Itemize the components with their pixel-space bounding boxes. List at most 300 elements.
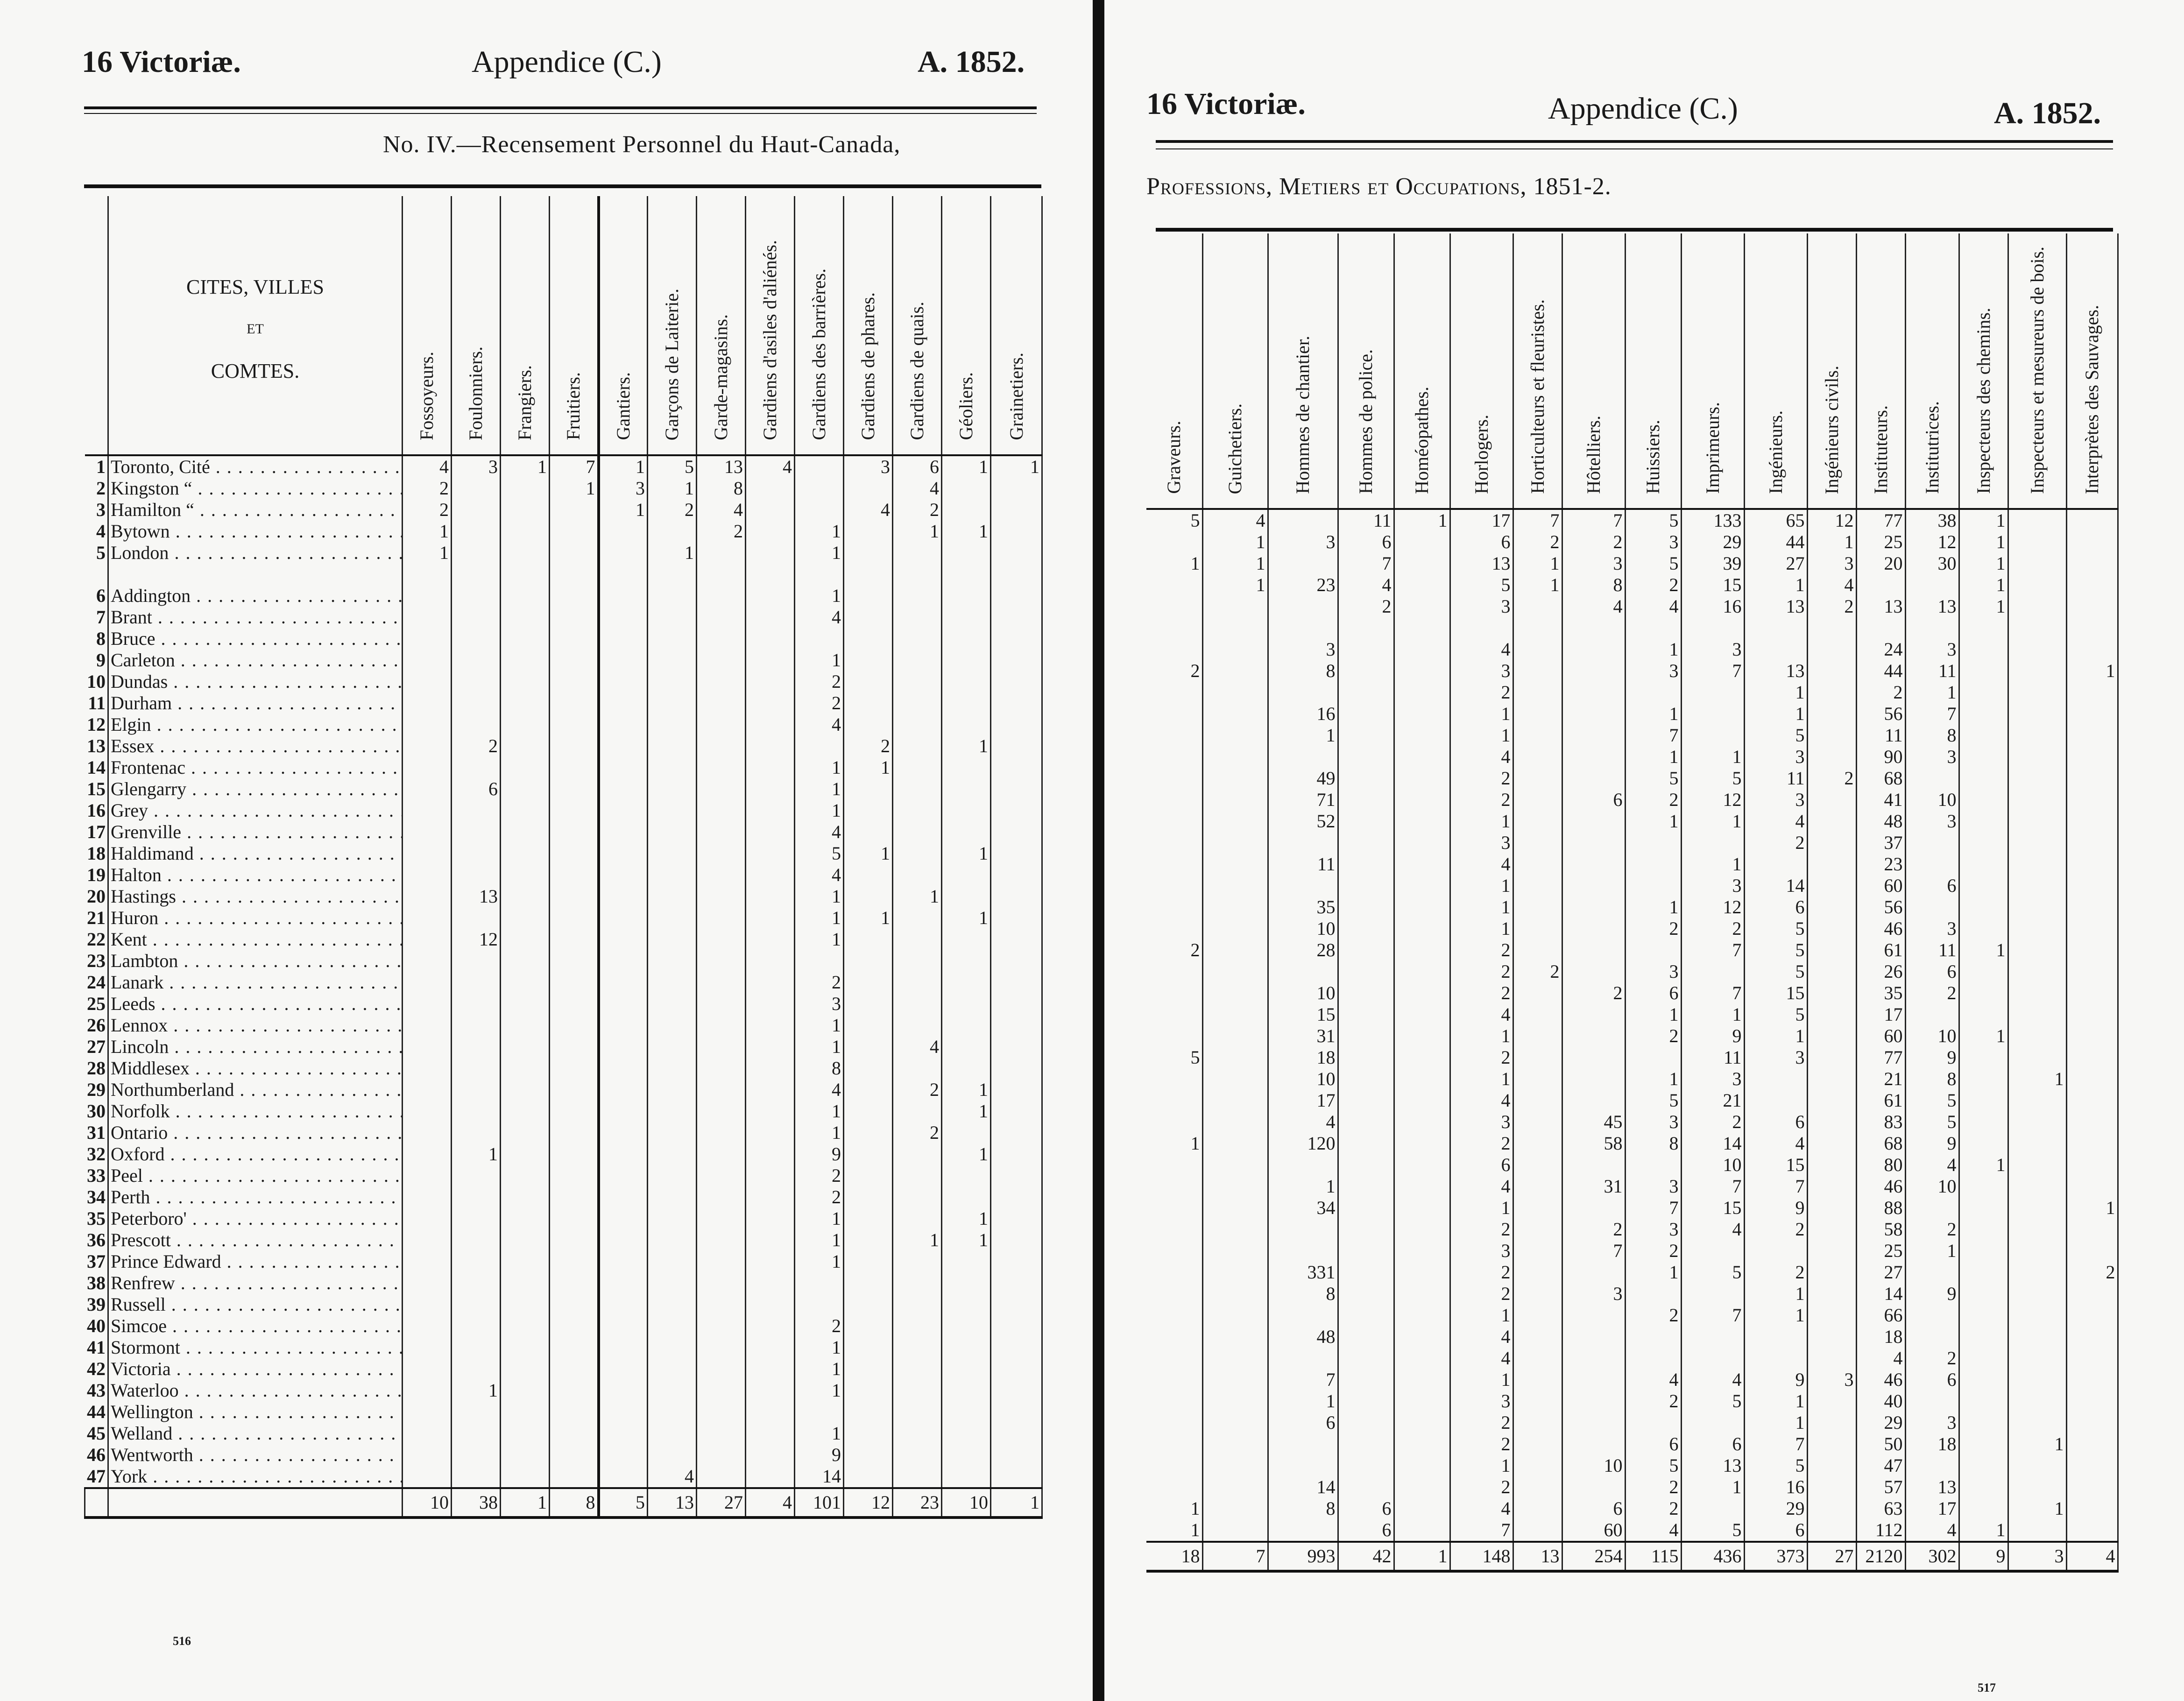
- count-cell: [697, 1272, 746, 1294]
- column-header: [697, 196, 746, 455]
- count-cell: [1202, 660, 1268, 682]
- count-cell: [1959, 1176, 2008, 1197]
- count-cell: 1: [1625, 703, 1681, 725]
- count-cell: 3: [1450, 1390, 1513, 1412]
- count-cell: [1202, 939, 1268, 961]
- count-cell: 4: [795, 607, 844, 628]
- count-cell: [1562, 896, 1625, 918]
- count-cell: 1: [1681, 811, 1744, 832]
- count-cell: [697, 1229, 746, 1251]
- row-number: 7: [85, 607, 108, 628]
- count-cell: 18: [1905, 1433, 1959, 1455]
- count-cell: [844, 1380, 893, 1401]
- count-cell: 3: [1625, 660, 1681, 682]
- count-cell: 1: [1625, 1068, 1681, 1090]
- count-cell: [403, 1165, 452, 1186]
- count-cell: [550, 843, 599, 864]
- count-cell: 3: [1681, 1068, 1744, 1090]
- count-cell: [501, 1122, 550, 1143]
- count-cell: 10: [1905, 1025, 1959, 1047]
- count-cell: 27: [1856, 1262, 1905, 1283]
- region-name: [108, 628, 403, 649]
- count-cell: [746, 1079, 795, 1101]
- blank-cell: [697, 564, 746, 585]
- count-cell: [1202, 703, 1268, 725]
- count-cell: 5: [1744, 725, 1807, 746]
- count-cell: [452, 1186, 501, 1208]
- count-cell: [893, 778, 942, 800]
- count-cell: 4: [1856, 1348, 1905, 1369]
- count-cell: [403, 800, 452, 821]
- count-cell: [844, 993, 893, 1015]
- count-cell: [1394, 789, 1450, 811]
- count-cell: [648, 1186, 697, 1208]
- blank-cell: [1394, 617, 1450, 639]
- count-cell: [1905, 1305, 1959, 1326]
- count-cell: [991, 1165, 1042, 1186]
- row-number: 27: [85, 1036, 108, 1058]
- count-cell: [1562, 1369, 1625, 1390]
- count-cell: [893, 907, 942, 929]
- count-cell: 1: [942, 521, 991, 542]
- count-cell: [1394, 553, 1450, 574]
- count-cell: [2008, 1219, 2066, 1240]
- count-cell: [1338, 1433, 1394, 1455]
- count-cell: 1: [1202, 531, 1268, 553]
- count-cell: 4: [795, 864, 844, 886]
- count-cell: 7: [1513, 509, 1562, 531]
- table-row: [1146, 789, 2118, 811]
- count-cell: [795, 1294, 844, 1315]
- column-header: [403, 196, 452, 455]
- count-cell: [1562, 961, 1625, 982]
- year-label: A. 1852.: [918, 45, 1025, 79]
- count-cell: [1905, 1455, 1959, 1476]
- count-cell: [452, 800, 501, 821]
- region-name: [108, 1186, 403, 1208]
- count-cell: [599, 1358, 648, 1380]
- count-cell: 10: [1268, 1068, 1338, 1090]
- row-number: 3: [85, 499, 108, 521]
- count-cell: [550, 1058, 599, 1079]
- count-cell: [844, 628, 893, 649]
- count-cell: [599, 864, 648, 886]
- total-cell: 10: [403, 1488, 452, 1517]
- count-cell: [1807, 1498, 1856, 1519]
- count-cell: 1: [1268, 1176, 1338, 1197]
- count-cell: 11: [1268, 854, 1338, 875]
- count-cell: 1: [1450, 1305, 1513, 1326]
- count-cell: [1202, 961, 1268, 982]
- count-cell: [648, 521, 697, 542]
- count-cell: [1562, 832, 1625, 854]
- table-row: [85, 929, 1042, 950]
- count-cell: [1625, 682, 1681, 703]
- count-cell: [1562, 1068, 1625, 1090]
- count-cell: [2008, 574, 2066, 596]
- count-cell: [2008, 768, 2066, 789]
- count-cell: 8: [1905, 725, 1959, 746]
- count-cell: [697, 671, 746, 692]
- count-cell: [1681, 1240, 1744, 1262]
- count-cell: [746, 735, 795, 757]
- count-cell: [746, 993, 795, 1015]
- count-cell: [942, 1380, 991, 1401]
- count-cell: [1338, 639, 1394, 660]
- count-cell: 1: [1959, 553, 2008, 574]
- region-header-line2: ET: [247, 321, 264, 337]
- count-cell: 1: [795, 542, 844, 564]
- table-row: [1146, 918, 2118, 939]
- count-cell: 6: [1450, 531, 1513, 553]
- count-cell: 6: [1338, 531, 1394, 553]
- region-header-line1: CITES, VILLES: [186, 275, 324, 298]
- count-cell: 48: [1268, 1326, 1338, 1348]
- count-cell: [746, 1058, 795, 1079]
- count-cell: [403, 1380, 452, 1401]
- count-cell: [1807, 1455, 1856, 1476]
- count-cell: 120: [1268, 1133, 1338, 1154]
- count-cell: 1: [795, 907, 844, 929]
- count-cell: [452, 1036, 501, 1058]
- count-cell: 1: [1959, 596, 2008, 617]
- count-cell: [1959, 854, 2008, 875]
- region-name-label: Simcoe . . .: [111, 1315, 403, 1336]
- table-row: [1146, 1004, 2118, 1025]
- blank-cell: [2008, 617, 2066, 639]
- count-cell: [403, 649, 452, 671]
- column-header: [991, 196, 1042, 455]
- count-cell: [1202, 875, 1268, 896]
- count-cell: [1202, 832, 1268, 854]
- count-cell: [1338, 1348, 1394, 1369]
- count-cell: [2008, 531, 2066, 553]
- count-cell: 6: [893, 455, 942, 478]
- count-cell: [1959, 1047, 2008, 1068]
- count-cell: 7: [1450, 1519, 1513, 1542]
- count-cell: [697, 1466, 746, 1488]
- count-cell: [697, 929, 746, 950]
- count-cell: 26: [1856, 961, 1905, 982]
- total-cell: 4: [746, 1488, 795, 1517]
- count-cell: [697, 1122, 746, 1143]
- count-cell: [1562, 746, 1625, 768]
- count-cell: [501, 1229, 550, 1251]
- total-cell: 1: [1394, 1542, 1450, 1571]
- count-cell: [2066, 1390, 2118, 1412]
- count-cell: [1146, 725, 1202, 746]
- count-cell: [1338, 1047, 1394, 1068]
- count-cell: [991, 607, 1042, 628]
- total-cell: 10: [942, 1488, 991, 1517]
- count-cell: [1338, 1476, 1394, 1498]
- table-row: [1146, 574, 2118, 596]
- count-cell: 1: [1450, 811, 1513, 832]
- table-row: [1146, 725, 2118, 746]
- count-cell: [697, 1143, 746, 1165]
- count-cell: [452, 478, 501, 499]
- count-cell: [599, 993, 648, 1015]
- count-cell: [1146, 1004, 1202, 1025]
- count-cell: [2008, 1262, 2066, 1283]
- count-cell: [2066, 1348, 2118, 1369]
- count-cell: [1338, 1412, 1394, 1433]
- count-cell: 68: [1856, 768, 1905, 789]
- count-cell: [501, 1208, 550, 1229]
- total-cell: 42: [1338, 1542, 1394, 1571]
- count-cell: [501, 607, 550, 628]
- count-cell: 2: [1450, 1047, 1513, 1068]
- count-cell: [501, 972, 550, 993]
- count-cell: 7: [1562, 509, 1625, 531]
- count-cell: 1: [550, 478, 599, 499]
- count-cell: [648, 1294, 697, 1315]
- count-cell: [550, 864, 599, 886]
- count-cell: 4: [1905, 1519, 1959, 1542]
- row-number: 14: [85, 757, 108, 778]
- count-cell: [648, 1380, 697, 1401]
- column-header: [1513, 233, 1562, 509]
- count-cell: [697, 1058, 746, 1079]
- count-cell: [1338, 1369, 1394, 1390]
- row-number: 4: [85, 521, 108, 542]
- count-cell: [2066, 789, 2118, 811]
- count-cell: [2008, 746, 2066, 768]
- count-cell: 1: [1959, 509, 2008, 531]
- table-row: [1146, 703, 2118, 725]
- count-cell: 1: [1959, 574, 2008, 596]
- total-cell: 23: [893, 1488, 942, 1517]
- count-cell: 2: [452, 735, 501, 757]
- blank-cell: [599, 564, 648, 585]
- count-cell: 2: [1450, 789, 1513, 811]
- count-cell: [697, 542, 746, 564]
- table-row: [1146, 596, 2118, 617]
- blank-cell: [746, 564, 795, 585]
- row-number: 21: [85, 907, 108, 929]
- count-cell: [2066, 1498, 2118, 1519]
- count-cell: [648, 757, 697, 778]
- total-cell: 3: [2008, 1542, 2066, 1571]
- count-cell: 77: [1856, 509, 1905, 531]
- count-cell: [550, 950, 599, 972]
- count-cell: [1905, 574, 1959, 596]
- count-cell: 1: [795, 886, 844, 907]
- count-cell: [1394, 939, 1450, 961]
- count-cell: [1513, 1455, 1562, 1476]
- count-cell: [599, 886, 648, 907]
- count-cell: 3: [1625, 531, 1681, 553]
- count-cell: [648, 1358, 697, 1380]
- count-cell: [2008, 1455, 2066, 1476]
- count-cell: [746, 692, 795, 714]
- count-cell: [1338, 1154, 1394, 1176]
- totals-row: [1146, 1542, 2118, 1571]
- region-name-label: Brant . . .: [111, 607, 403, 628]
- column-header-label: Fossoyeurs.: [416, 351, 437, 440]
- blank-cell: [1268, 617, 1338, 639]
- count-cell: 1: [942, 1208, 991, 1229]
- count-cell: [648, 1101, 697, 1122]
- count-cell: [1905, 1326, 1959, 1348]
- count-cell: [1338, 1111, 1394, 1133]
- column-header-label: Gantiers.: [612, 372, 634, 440]
- count-cell: 2: [1338, 596, 1394, 617]
- column-header: [1744, 233, 1807, 509]
- table-row: [85, 1251, 1042, 1272]
- count-cell: [501, 1101, 550, 1122]
- blank-cell: [1202, 617, 1268, 639]
- count-cell: 10: [1905, 1176, 1959, 1197]
- column-header-label: Instituteurs.: [1870, 405, 1891, 494]
- count-cell: [1959, 746, 2008, 768]
- region-name-label: Norfolk . . .: [111, 1101, 403, 1122]
- row-number: 37: [85, 1251, 108, 1272]
- count-cell: 1: [1450, 1068, 1513, 1090]
- count-cell: [697, 1423, 746, 1444]
- count-cell: [991, 929, 1042, 950]
- count-cell: [550, 1294, 599, 1315]
- count-cell: 90: [1856, 746, 1905, 768]
- count-cell: 4: [893, 478, 942, 499]
- count-cell: [1146, 1154, 1202, 1176]
- count-cell: 1: [1744, 574, 1807, 596]
- count-cell: [1338, 896, 1394, 918]
- count-cell: [1202, 596, 1268, 617]
- count-cell: 5: [1681, 1519, 1744, 1542]
- table-row: [85, 864, 1042, 886]
- column-header: [1562, 233, 1625, 509]
- row-number: 25: [85, 993, 108, 1015]
- count-cell: 40: [1856, 1390, 1905, 1412]
- count-cell: [746, 929, 795, 950]
- count-cell: [1394, 1262, 1450, 1283]
- count-cell: [1959, 1326, 2008, 1348]
- count-cell: [1513, 1262, 1562, 1283]
- count-cell: [1959, 982, 2008, 1004]
- table-row: [1146, 1305, 2118, 1326]
- table-row: [1146, 660, 2118, 682]
- count-cell: 2: [1744, 1219, 1807, 1240]
- table-row: [1146, 1047, 2118, 1068]
- count-cell: [1807, 1390, 1856, 1412]
- count-cell: 3: [1268, 531, 1338, 553]
- count-cell: 4: [1450, 1326, 1513, 1348]
- count-cell: [1744, 854, 1807, 875]
- count-cell: [2066, 1047, 2118, 1068]
- count-cell: [550, 649, 599, 671]
- count-cell: 2: [795, 972, 844, 993]
- table-row: [85, 521, 1042, 542]
- count-cell: [991, 714, 1042, 735]
- count-cell: [2066, 531, 2118, 553]
- count-cell: [1268, 1219, 1338, 1240]
- count-cell: [403, 1208, 452, 1229]
- count-cell: [1513, 1197, 1562, 1219]
- count-cell: 15: [1681, 1197, 1744, 1219]
- count-cell: [599, 1036, 648, 1058]
- blank-cell: [1807, 617, 1856, 639]
- count-cell: [1905, 768, 1959, 789]
- table-row: [85, 499, 1042, 521]
- region-name-label: Essex . . .: [111, 735, 403, 756]
- count-cell: [599, 628, 648, 649]
- row-number: 9: [85, 649, 108, 671]
- count-cell: [697, 649, 746, 671]
- count-cell: [1202, 1498, 1268, 1519]
- count-cell: 1: [1450, 703, 1513, 725]
- count-cell: [1562, 1025, 1625, 1047]
- total-cell: 27: [1807, 1542, 1856, 1571]
- count-cell: 3: [1744, 1047, 1807, 1068]
- count-cell: [1959, 660, 2008, 682]
- count-cell: [746, 1229, 795, 1251]
- count-cell: [893, 1101, 942, 1122]
- table-row: [85, 1401, 1042, 1423]
- count-cell: 4: [648, 1466, 697, 1488]
- count-cell: [403, 778, 452, 800]
- count-cell: [1959, 1433, 2008, 1455]
- count-cell: 1: [648, 542, 697, 564]
- count-cell: [1959, 768, 2008, 789]
- count-cell: 56: [1856, 896, 1905, 918]
- count-cell: [1807, 1305, 1856, 1326]
- appendix-label: Appendice (C.): [472, 45, 662, 79]
- count-cell: [893, 1143, 942, 1165]
- count-cell: [648, 821, 697, 843]
- table-row: [1146, 1283, 2118, 1305]
- count-cell: [2066, 811, 2118, 832]
- count-cell: 21: [1856, 1068, 1905, 1090]
- region-name-label: Ontario . . .: [111, 1122, 403, 1143]
- count-cell: [1146, 1369, 1202, 1390]
- region-name-label: London . . .: [111, 542, 403, 563]
- column-header-label: Horticulteurs et fleuristes.: [1527, 299, 1548, 494]
- row-number: 5: [85, 542, 108, 564]
- column-header-label: Frangiers.: [514, 365, 535, 440]
- count-cell: [2008, 875, 2066, 896]
- count-cell: [648, 1165, 697, 1186]
- count-cell: [942, 778, 991, 800]
- blank-cell: [795, 564, 844, 585]
- count-cell: [746, 671, 795, 692]
- count-cell: [1807, 918, 1856, 939]
- count-cell: [501, 585, 550, 607]
- count-cell: [2066, 1326, 2118, 1348]
- count-cell: [1807, 1519, 1856, 1542]
- row-number: 22: [85, 929, 108, 950]
- count-cell: [1146, 1390, 1202, 1412]
- column-header-label: Fruitiers.: [563, 372, 584, 440]
- column-header: [1338, 233, 1394, 509]
- count-cell: 5: [795, 843, 844, 864]
- count-cell: [599, 521, 648, 542]
- count-cell: 1: [1744, 703, 1807, 725]
- count-cell: 7: [1681, 939, 1744, 961]
- count-cell: 88: [1856, 1197, 1905, 1219]
- count-cell: [599, 1401, 648, 1423]
- count-cell: 5: [1146, 1047, 1202, 1068]
- row-number: 10: [85, 671, 108, 692]
- region-name: [108, 499, 403, 521]
- count-cell: [599, 649, 648, 671]
- count-cell: [844, 607, 893, 628]
- region-name-label: Addington . . .: [111, 585, 403, 606]
- count-cell: [550, 1251, 599, 1272]
- count-cell: 2: [1856, 682, 1905, 703]
- count-cell: [550, 1315, 599, 1337]
- region-name: [108, 1466, 403, 1488]
